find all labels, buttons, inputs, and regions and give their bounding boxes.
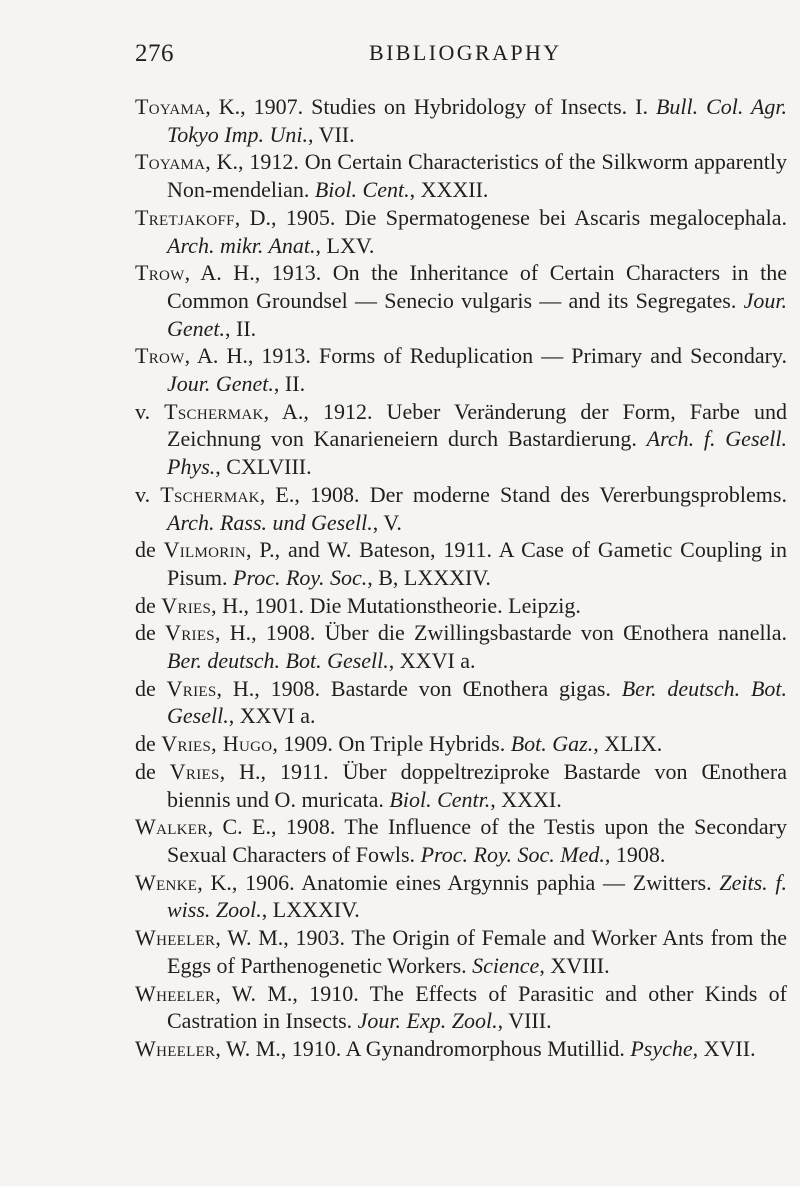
entry-initials-year: , P., and W. Bateson, 1911. [246, 537, 493, 563]
entry-journal: Biol. Centr. [389, 786, 491, 812]
running-title: BIBLIOGRAPHY [369, 40, 562, 65]
entry-journal: Arch. mikr. Anat. [167, 232, 316, 258]
entry-title: On Certain Characteristics of the Silkworm apparently Non-mendelian. [167, 149, 787, 203]
entry-journal: Bot. Gaz. [510, 731, 594, 757]
entry-title: A Gynandromorphous Mutillid. [341, 1035, 631, 1061]
bibliography-entry [135, 730, 787, 758]
entry-initials-year: , H., 1911. [219, 758, 329, 784]
entry-author: Trow [135, 343, 185, 369]
entry-journal: Arch. f. Gesell. Phys. [167, 426, 787, 480]
bibliography-entry [135, 619, 787, 674]
entry-author: Vries, Hugo [161, 731, 273, 757]
entry-journal: Arch. Rass. und Gesell. [167, 509, 373, 535]
entry-author: Tschermak [160, 481, 260, 507]
entry-author: Vries [166, 675, 217, 701]
entry-title: Studies on Hybridology of Insects. I. [303, 94, 656, 119]
page-number: 276 [135, 40, 174, 67]
entry-title: Der moderne Stand des Vererbungsproblems. [359, 481, 787, 507]
bibliography-list [135, 93, 787, 1063]
entry-prefix: de [135, 731, 162, 757]
entry-author: Tschermak [164, 398, 264, 424]
entry-journal: Jour. Exp. Zool. [357, 1008, 498, 1034]
entry-initials-year: , W. M., 1910. [215, 1035, 342, 1061]
entry-initials-year: , A. H., 1913. [184, 260, 322, 286]
entry-initials-year: , K., 1906. [197, 869, 295, 895]
entry-title: On the Inheritance of Certain Characters in the Common Groundsel — Senecio vulgaris — and its Segregates. [167, 260, 788, 313]
entry-author: Wheeler [135, 925, 216, 951]
entry-volume: , XVIII. [539, 952, 610, 978]
entry-volume: , LXV. [315, 232, 375, 258]
entry-journal: Psyche [630, 1035, 693, 1061]
entry-prefix: v. [135, 398, 165, 424]
bibliography-entry [135, 259, 787, 342]
entry-initials-year: , H., 1908. [216, 675, 321, 701]
entry-initials-year: , K., 1912. [205, 149, 299, 175]
entry-initials-year: , H., 1908. [214, 620, 316, 646]
entry-volume: , II. [273, 371, 306, 397]
entry-volume: , LXXXIV. [261, 897, 360, 923]
entry-journal: Jour. Genet. [167, 371, 274, 397]
entry-volume: , B, LXXXIV. [367, 564, 491, 590]
entry-title: On Triple Hybrids. [332, 731, 511, 757]
entry-author: Walker [135, 814, 208, 840]
entry-journal: Jour. Genet. [167, 287, 787, 341]
entry-journal: Proc. Roy. Soc. Med. [420, 841, 605, 867]
bibliography-entry [135, 924, 787, 979]
entry-initials-year: , W. M., 1910. [215, 980, 359, 1006]
entry-volume: , 1908. [604, 841, 666, 867]
entry-prefix: de [135, 537, 164, 563]
entry-prefix: de [135, 620, 166, 646]
entry-title: Über die Zwillingsbastarde von Œnothera nanella. [315, 620, 787, 646]
entry-volume: , XXVI a. [388, 648, 476, 674]
entry-author: Toyama [135, 94, 206, 119]
entry-volume: , XXXII. [409, 177, 489, 203]
entry-title: Ueber Veränderung der Form, Farbe und Zeichnung von Kanarieneiern durch Bastardierung. [167, 398, 787, 452]
bibliography-entry [135, 481, 787, 536]
bibliography-entry [135, 148, 787, 203]
entry-title: Bastarde von Œnothera gigas. [320, 675, 622, 701]
entry-title: Anatomie eines Argynnis paphia — Zwitters. [294, 869, 720, 895]
entry-author: Trow [135, 260, 185, 286]
entry-initials-year: , A., 1912. [263, 398, 373, 424]
entry-journal: Ber. deutsch. Bot. Gesell. [167, 648, 389, 674]
entry-volume: , VIII. [497, 1008, 552, 1034]
entry-title: A Case of Gametic Coupling in Pisum. [167, 537, 787, 590]
entry-journal: Proc. Roy. Soc. [233, 564, 368, 590]
entry-author: Vries [161, 592, 212, 618]
bibliography-entry [135, 592, 787, 620]
entry-author: Wheeler [135, 980, 216, 1006]
entry-author: Wenke [135, 869, 198, 895]
bibliography-entry [135, 869, 787, 924]
entry-initials-year: , K., 1907. [205, 94, 304, 119]
entry-volume: , II. [225, 315, 257, 341]
entry-initials-year: , W. M., 1903. [215, 925, 346, 951]
entry-title: Über doppeltreziproke Bastarde von Œnothera biennis und O. muricata. [167, 758, 788, 812]
entry-title: The Origin of Female and Worker Ants from the Eggs of Parthenogenetic Workers. [167, 925, 787, 978]
bibliography-entry [135, 758, 787, 813]
entry-journal: Ber. deutsch. Bot. Gesell. [167, 675, 787, 729]
entry-title: The Influence of the Testis upon the Secondary Sexual Characters of Fowls. [167, 814, 787, 867]
entry-volume: , XLIX. [593, 731, 663, 757]
entry-initials-year: , E., 1908. [259, 481, 360, 507]
page-header [135, 40, 665, 80]
bibliography-entry [135, 204, 787, 259]
entry-author: Toyama [135, 149, 206, 175]
bibliography-entry [135, 342, 787, 397]
entry-initials-year: , H., 1901. [211, 592, 305, 618]
entry-author: Tretjakoff [135, 204, 235, 230]
entry-title: Die Spermatogenese bei Ascaris megalocephala. [335, 204, 787, 230]
entry-title: Forms of Reduplication — Primary and Secondary. [310, 343, 788, 369]
entry-author: Vilmorin [163, 537, 247, 563]
entry-initials-year: , D., 1905. [234, 204, 336, 230]
entry-initials-year: , 1909. [272, 731, 333, 757]
entry-initials-year: , C. E., 1908. [207, 814, 336, 840]
entry-journal: Zeits. f. wiss. Zool. [167, 869, 788, 923]
entry-author: Vries [165, 620, 215, 646]
entry-journal: Bull. Col. Agr. Tokyo Imp. Uni. [167, 94, 788, 147]
entry-title: Die Mutationstheorie. Leipzig. [304, 592, 581, 618]
bibliography-entry [135, 536, 787, 591]
bibliography-entry [135, 93, 787, 148]
entry-journal: Biol. Cent. [314, 177, 410, 203]
entry-author: Wheeler [135, 1035, 216, 1061]
entry-prefix: de [135, 758, 170, 784]
entry-prefix: de [135, 675, 167, 701]
entry-journal: Science [472, 952, 540, 978]
entry-volume: , XXXI. [490, 786, 562, 812]
entry-volume: , XVII. [692, 1035, 756, 1061]
entry-prefix: v. [135, 481, 161, 507]
entry-volume: , CXLVIII. [215, 454, 312, 480]
bibliography-entry [135, 675, 787, 730]
entry-title: The Effects of Parasitic and other Kinds of Castration in Insects. [167, 980, 787, 1034]
entry-author: Vries [169, 758, 220, 784]
entry-prefix: de [135, 592, 162, 618]
bibliography-entry [135, 1035, 787, 1063]
bibliography-entry [135, 398, 787, 481]
entry-initials-year: , A. H., 1913. [184, 343, 311, 369]
entry-volume: , VII. [307, 121, 355, 147]
bibliography-entry [135, 980, 787, 1035]
entry-volume: , V. [372, 509, 402, 535]
entry-volume: , XXVI a. [228, 703, 316, 729]
bibliography-entry [135, 813, 787, 868]
